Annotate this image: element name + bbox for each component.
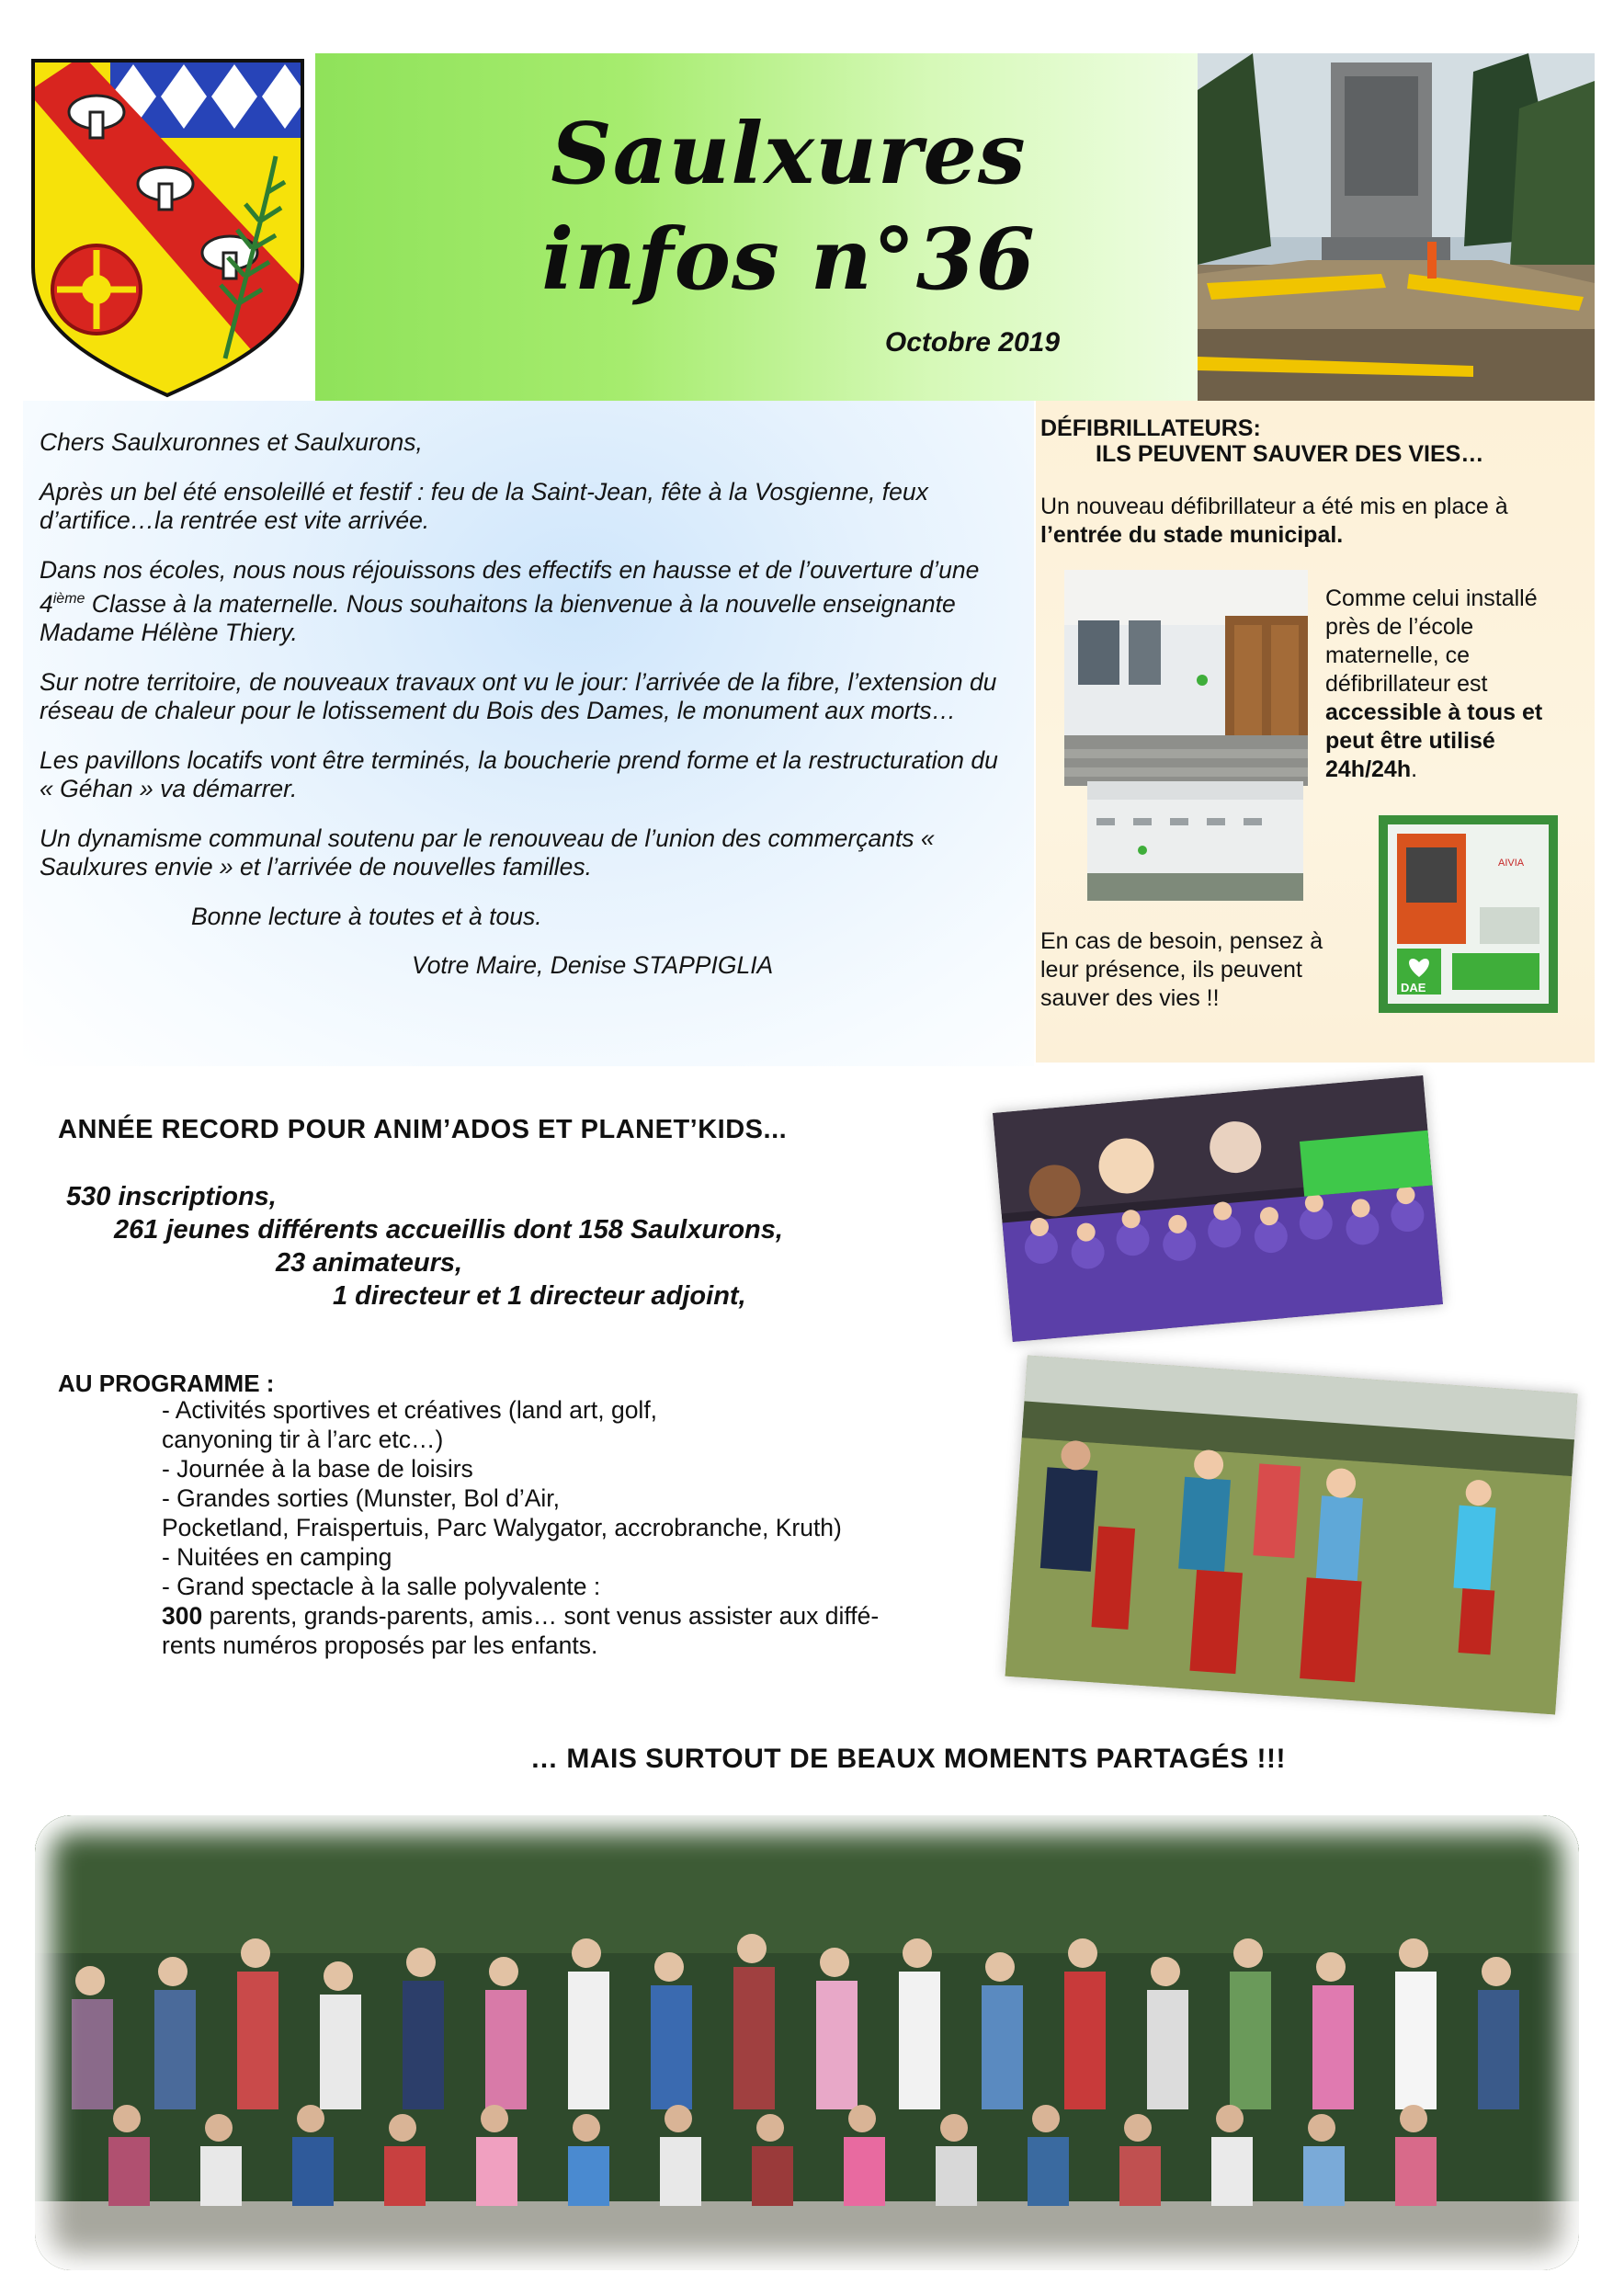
program-item: rents numéros proposés par les enfants.: [162, 1631, 598, 1659]
mayor-editorial: [23, 401, 1034, 1066]
stat-young-people: 261 jeunes différents accueillis dont 158 Saulxurons,: [114, 1215, 783, 1245]
program-item: Pocketland, Fraispertuis, Parc Walygator, accrobranche, Kruth): [162, 1514, 842, 1541]
program-list: [162, 1395, 971, 1660]
editorial-paragraph-5: Un dynamisme communal soutenu par le renouveau de l’union des commerçants « Saulxures envie » et l’arrivée de nouvelles familles.: [40, 824, 935, 881]
issue-date: Octobre 2019: [884, 327, 1060, 358]
editorial-closing: Bonne lecture à toutes et à tous.: [191, 902, 542, 930]
kids-mascots-photo: [993, 1075, 1443, 1342]
program-item: - Grandes sorties (Munster, Bol d’Air,: [162, 1484, 560, 1512]
program-item: - Grand spectacle à la salle polyvalente :: [162, 1573, 601, 1600]
aed-brand: AIVIA: [1498, 858, 1525, 869]
program-item: - Nuitées en camping: [162, 1543, 392, 1571]
anim-ados-heading: ANNÉE RECORD POUR ANIM’ADOS ET PLANET’KIDS...: [58, 1115, 788, 1144]
program-heading: AU PROGRAMME :: [58, 1370, 275, 1397]
program-item: 300 parents, grands-parents, amis… sont venus assister aux diffé-: [162, 1602, 880, 1630]
program-item: canyoning tir à l’arc etc…): [162, 1426, 444, 1453]
masthead-title-line1: Saulxures: [551, 104, 1027, 203]
defib-reminder-text: En cas de besoin, pensez à leur présence, ils peuvent sauver des vies !!: [1040, 928, 1323, 1011]
coat-of-arms-logo: [28, 55, 308, 400]
defib-heading: DÉFIBRILLATEURS:: [1040, 415, 1261, 441]
aed-label: DAE: [1401, 981, 1426, 995]
program-item: - Journée à la base de loisirs: [162, 1455, 473, 1483]
defib-accessibility-text: Comme celui installé près de l’école maternelle, ce défibrillateur est accessible à tous et peut être utilisé 24h/24h.: [1325, 585, 1543, 782]
monument-works-photo: [1198, 53, 1595, 401]
editorial-paragraph-3: Sur notre territoire, de nouveaux travaux ont vu le jour: l’arrivée de la fibre, l’extension du réseau de chaleur pour le lotissement du Bois des Dames, le monument aux morts…: [40, 667, 997, 725]
program-item: - Activités sportives et créatives (land art, golf,: [162, 1396, 658, 1424]
editorial-greeting: Chers Saulxuronnes et Saulxurons,: [40, 428, 423, 456]
stat-registrations: 530 inscriptions,: [66, 1182, 277, 1211]
sack-race-photo: [1005, 1355, 1578, 1714]
editorial-signature: Votre Maire, Denise STAPPIGLIA: [412, 951, 774, 980]
stat-directors: 1 directeur et 1 directeur adjoint,: [333, 1281, 746, 1311]
masthead: [315, 53, 1198, 401]
defib-subheading: ILS PEUVENT SAUVER DES VIES…: [1096, 441, 1484, 467]
school-entrance-photo: [1064, 570, 1308, 786]
group-photo: [35, 1815, 1579, 2270]
defib-intro: Un nouveau défibrillateur a été mis en place à l’entrée du stade municipal.: [1040, 494, 1508, 548]
defibrillator-cabinet-photo: [1379, 815, 1558, 1013]
stat-animators: 23 animateurs,: [276, 1248, 463, 1278]
shared-moments-heading: … MAIS SURTOUT DE BEAUX MOMENTS PARTAGÉS !!!: [530, 1744, 1287, 1774]
editorial-paragraph-2: Dans nos écoles, nous nous réjouissons des effectifs en hausse et de l’ouverture d’une 4ième Classe à la maternelle. Nous souhaitons la bienvenue à la nouvelle enseignante Madame Hélène Thiery.: [40, 555, 980, 647]
masthead-title-line2: infos n°36: [541, 210, 1036, 309]
editorial-paragraph-4: Les pavillons locatifs vont être terminés, la boucherie prend forme et la restructuration du « Géhan » va démarrer.: [40, 745, 998, 803]
editorial-paragraph-1: Après un bel été ensoleillé et festif : feu de la Saint-Jean, fête à la Vosgienne, feux d’artifice…la rentrée est vite arrivée.: [40, 477, 928, 534]
stadium-wall-photo: [1087, 781, 1303, 901]
